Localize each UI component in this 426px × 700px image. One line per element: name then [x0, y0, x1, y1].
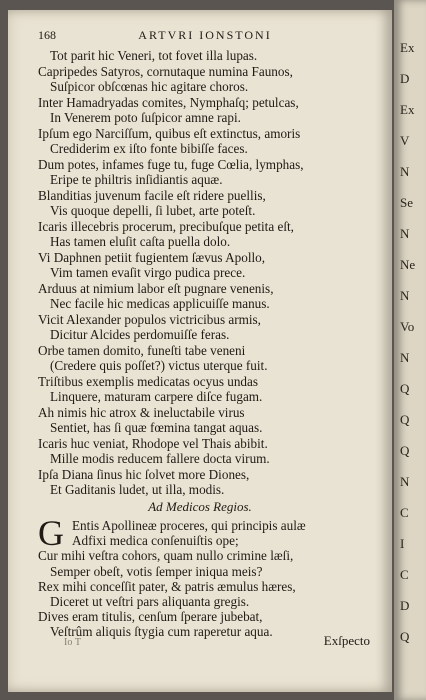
verse-line: Adfixi medica conſenuiſtis ope;	[72, 533, 239, 549]
section-title: Ad Medicos Regios.	[148, 499, 252, 514]
facing-page-fragment: Ne	[400, 257, 416, 272]
facing-page-fragment: Se	[400, 195, 413, 210]
verse-line: Nec facile hic medicas applicuiſſe manus.	[50, 296, 270, 311]
facing-page-fragment: Vo	[400, 319, 415, 334]
running-head: ARTVRI IONSTONI	[138, 28, 272, 42]
facing-page-fragment: Q	[400, 412, 410, 427]
verse-line: Veſtrûm aliquis ſtygia cum raperetur aqua.	[50, 624, 273, 640]
verse-line: Icaris illecebris procerum, precibuſque petita eſt,	[38, 218, 294, 234]
drop-cap: G	[38, 513, 64, 553]
verse-line: Icaris huc veniat, Rhodope vel Thais abibit.	[38, 435, 268, 451]
verse-line: Linquere, maturam carpere diſce fugam.	[50, 389, 263, 404]
facing-page-fragment: Q	[400, 381, 410, 396]
facing-page-fragment: Ex	[400, 102, 415, 117]
verse-line: Eripe te philtris inſidiantis aquæ.	[50, 172, 223, 187]
verse-line: Dives eram titulis, cenſum ſperare jubebat,	[38, 609, 263, 625]
facing-page-fragment: V	[400, 133, 410, 148]
verse-line: Inter Hamadryadas comites, Nymphaſq; petulcas,	[38, 94, 299, 110]
facing-page-fragment: D	[400, 598, 410, 613]
page-header	[38, 28, 372, 46]
verse-line: Crediderim ex iſto fonte bibiſſe faces.	[50, 141, 248, 156]
facing-page-fragment: Q	[400, 629, 410, 644]
facing-page-fragment: N	[400, 474, 410, 489]
facing-page-fragment: D	[400, 71, 410, 86]
verse-line: (Credere quis poſſet?) victus uterque fuit.	[50, 358, 268, 373]
verse-line: Ah nimis hic atrox & ineluctabile virus	[38, 404, 245, 420]
facing-page-fragment: Q	[400, 443, 410, 458]
verse-line: Entis Apollineæ proceres, qui principis aulæ	[72, 518, 306, 533]
verse-line: Arduus at nimium labor eſt pugnare venenis,	[38, 280, 274, 296]
verse-line: Blanditias juvenum facile eſt ridere puellis,	[38, 187, 266, 203]
verse-line: Capripedes Satyros, cornutaque numina Faunos,	[38, 63, 293, 79]
facing-page-fragment: C	[400, 505, 409, 520]
verse-line: Vicit Alexander populos victricibus armis,	[38, 311, 261, 327]
verse-line: Semper obeſt, votis ſemper iniqua meis?	[50, 563, 263, 579]
verse-line: Diceret ut veſtri pars aliquanta gregis.	[50, 594, 250, 609]
verse-line: Vi Daphnen petiit fugientem ſævus Apollo,	[38, 249, 266, 265]
verse-line: Et Gaditanis ludet, ut illa, modis.	[50, 482, 225, 497]
facing-page-fragment: N	[400, 226, 410, 241]
verse-line: Ipſum ego Narciſſum, quibus eſt extinctus, amoris	[38, 125, 301, 141]
facing-page-fragment: N	[400, 288, 410, 303]
verse-line: Rex mihi conceſſit pater, & patris æmulus hæres,	[38, 578, 296, 594]
facing-page-fragment: C	[400, 567, 409, 582]
verse-line: Cur mihi veſtra cohors, quam nullo crimine læſi,	[38, 548, 294, 564]
verse-line: Suſpicor obſcœnas hic agitare choros.	[50, 79, 249, 94]
verse-line: Sentiet, has ſi quæ fœmina tangat aquas.	[50, 420, 263, 435]
verse-line: Has tamen eluſit caſta puella dolo.	[50, 234, 231, 249]
verse-line: Dum potes, infames fuge tu, fuge Cœlia, lymphas,	[38, 156, 304, 172]
facing-page-fragment: Ex	[400, 40, 415, 55]
verse-line: Tot parit hic Veneri, tot fovet illa lupas.	[50, 48, 258, 63]
verse-line: Mille modis reducem fallere docta virum.	[50, 451, 270, 466]
verse-line: Dicitur Alcides perdomuiſſe feras.	[50, 327, 230, 342]
verse-line: Ipſa Diana ſinus hic ſolvet more Diones,	[38, 466, 250, 482]
facing-page-edge	[394, 0, 426, 700]
left-page	[8, 10, 392, 692]
facing-page-fragment: N	[400, 350, 410, 365]
verse-line: Vis quoque depelli, ſi lubet, arte poteſt.	[50, 203, 256, 218]
catchword: Exſpecto	[323, 633, 370, 648]
page-number: 168	[38, 28, 56, 42]
facing-page-fragment: I	[400, 536, 405, 551]
verse-line: Orbe tamen domito, funeſti tabe veneni	[38, 342, 246, 358]
facing-page-fragment: N	[400, 164, 410, 179]
signature-mark: Iο T	[64, 637, 81, 648]
verse-line: In Venerem poto ſuſpicor amne rapi.	[50, 110, 241, 125]
verse-line: Vim tamen evaſit virgo pudica prece.	[50, 265, 246, 280]
verse-line: Triſtibus exemplis medicatas ocyus undas	[38, 373, 259, 389]
